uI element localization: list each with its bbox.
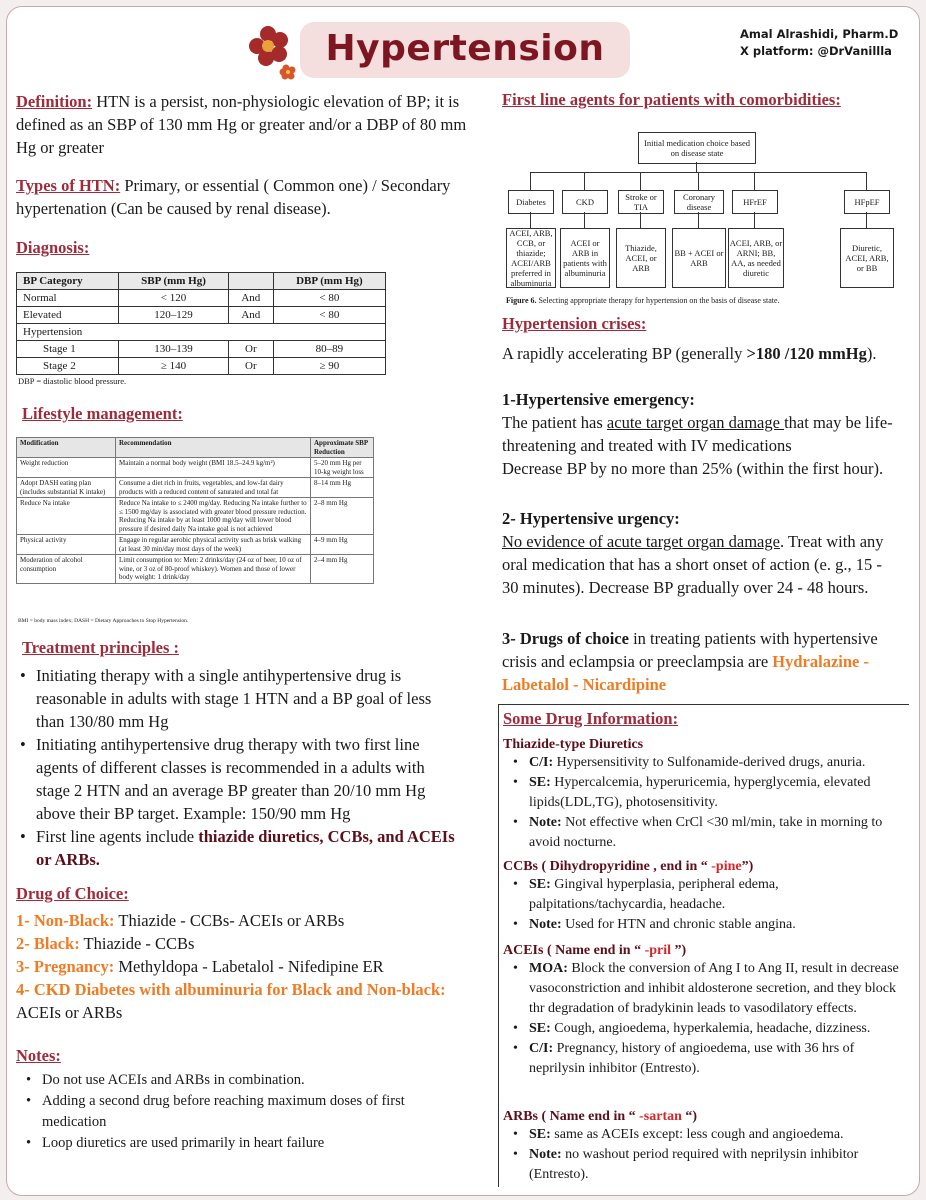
- arb-title-text: ARBs: [503, 1109, 539, 1124]
- table-cell: 2–4 mm Hg: [311, 555, 374, 584]
- table-row: [17, 341, 386, 358]
- table-cell: Consume a diet rich in fruits, vegetables, and low-fat dairy products with a reduced content of saturated and total fat: [116, 478, 311, 498]
- table-cell: Elevated: [17, 307, 119, 324]
- state-coronary: Coronary disease: [674, 190, 724, 214]
- emergency-post: that may be life-threatening and treated with IV medications: [502, 413, 893, 455]
- author-block: [740, 26, 898, 60]
- acei-suffix: -pril: [644, 943, 672, 958]
- crises-intro: [502, 342, 902, 365]
- list-item: • Do not use ACEIs and ARBs in combination.: [24, 1070, 464, 1091]
- crises-heading: Hypertension crises:: [502, 314, 647, 333]
- arb-title: [503, 1109, 907, 1125]
- table-header: [228, 273, 273, 290]
- item-text: Block the conversion of Ang I to Ang II, result in decrease vasoconstriction and inhibit aldosterone secretion, and they block thr degradation of bradykinin leads to vasodilatory effects.: [529, 961, 899, 1016]
- list-item: [16, 955, 476, 978]
- notes-list: [24, 1070, 464, 1154]
- table-row: [17, 307, 386, 324]
- state-diabetes: Diabetes: [508, 190, 554, 214]
- choice-text: Thiazide - CCBs- ACEIs or ARBs: [114, 911, 345, 930]
- ccb-title-text: CCBs: [503, 859, 539, 874]
- table-cell: Normal: [17, 290, 119, 307]
- ccb-title: [503, 859, 907, 875]
- acei-section: [503, 943, 907, 1079]
- table-header: BP Category: [17, 273, 119, 290]
- list-item-text: First line agents include: [36, 827, 199, 846]
- lifestyle-heading: Lifestyle management:: [22, 404, 183, 423]
- choice-stroke: Thiazide, ACEI, or ARB: [616, 228, 666, 288]
- ccb-subtitle-end: ”): [741, 859, 754, 874]
- crises-intro-text: A rapidly accelerating BP (generally: [502, 344, 747, 363]
- drugs-of-choice-text: in treating patients with hypertensive crisis and eclampsia or preeclampsia are: [502, 629, 878, 671]
- diagnosis-footnote: DBP = diastolic blood pressure.: [18, 376, 127, 386]
- arb-list: [503, 1125, 907, 1185]
- item-tag: C/I:: [529, 1041, 554, 1056]
- emergency-title: 1-Hypertensive emergency:: [502, 390, 695, 409]
- lifestyle-footnote: BMI = body mass index; DASH = Dietary Approaches to Stop Hypertension.: [18, 618, 189, 624]
- table-cell: Reduce Na intake: [17, 498, 116, 535]
- table-cell: 5–20 mm Hg per 10-kg weight loss: [311, 458, 374, 478]
- choice-tag: 4- CKD Diabetes with albuminuria for Black and Non-black:: [16, 980, 446, 999]
- list-item: [511, 813, 907, 853]
- treatment-list: [18, 664, 460, 871]
- list-item: [511, 959, 907, 1019]
- choice-ckd: ACEI or ARB in patients with albuminuria: [560, 228, 610, 288]
- table-cell: Stage 1: [17, 341, 119, 358]
- table-cell: Stage 2: [17, 358, 119, 375]
- acei-subtitle-end: ”): [671, 943, 687, 958]
- table-header: DBP (mm Hg): [273, 273, 385, 290]
- choice-text: ACEIs or ARBs: [16, 1003, 123, 1022]
- choice-tag: 2- Black:: [16, 934, 80, 953]
- table-cell: 120–129: [119, 307, 229, 324]
- table-cell: Adopt DASH eating plan (includes substantial K intake): [17, 478, 116, 498]
- state-hfpef: HFpEF: [844, 190, 890, 214]
- arb-subtitle: ( Name end in “: [538, 1109, 640, 1124]
- item-tag: SE:: [529, 1021, 551, 1036]
- bp-category-table: [16, 272, 386, 375]
- emergency-pre: The patient has: [502, 413, 607, 432]
- table-row: [17, 458, 374, 478]
- list-item: [511, 1145, 907, 1185]
- list-item: [511, 1125, 907, 1145]
- item-tag: SE:: [529, 877, 551, 892]
- lifestyle-table: [16, 437, 374, 584]
- choice-tag: 3- Pregnancy:: [16, 957, 115, 976]
- figure-caption: [506, 296, 780, 305]
- item-text: Pregnancy, history of angioedema, use with 36 hrs of neprilysin inhibitor (Entresto).: [529, 1041, 855, 1076]
- table-row: [17, 324, 386, 341]
- table-cell: Limit consumption to: Men: 2 drinks/day (24 oz of beer, 10 oz of wine, or 3 oz of 80-proof whiskey). Women and those of lower body weight: 1 drink/day: [116, 555, 311, 584]
- table-header: SBP (mm Hg): [119, 273, 229, 290]
- types-block: [16, 174, 476, 220]
- table-cell: 8–14 mm Hg: [311, 478, 374, 498]
- choice-text: Thiazide - CCBs: [79, 934, 195, 953]
- emergency-line2: Decrease BP by no more than 25% (within the first hour).: [502, 459, 884, 478]
- types-label: Types of HTN:: [16, 176, 121, 195]
- table-row: [17, 290, 386, 307]
- crises-threshold: >180 /120 mmHg: [746, 344, 867, 363]
- urgency-underline: No evidence of acute target organ damage: [502, 532, 780, 551]
- table-cell: < 120: [119, 290, 229, 307]
- title-banner: [300, 22, 630, 78]
- item-text: Hypersensitivity to Sulfonamide-derived drugs, anuria.: [553, 755, 866, 770]
- drug-info-box: [498, 704, 909, 1187]
- table-row: [17, 478, 374, 498]
- list-item: • Initiating therapy with a single antihypertensive drug is reasonable in adults with stage 1 HTN and a BP goal of less than 130/80 mm Hg: [18, 664, 460, 733]
- crises-intro-end: ).: [866, 344, 877, 363]
- table-header: Modification: [17, 438, 116, 458]
- ccb-subtitle: ( Dihydropyridine , end in “: [538, 859, 712, 874]
- arb-suffix: -sartan: [639, 1109, 682, 1124]
- choice-tag: 1- Non-Black:: [16, 911, 115, 930]
- crisis-drugs: Hydralazine - Labetalol - Nicardipine: [502, 652, 869, 694]
- choice-hfref: ACEI, ARB, or ARNI; BB, AA, as needed diuretic: [728, 228, 784, 288]
- treatment-heading: Treatment principles :: [22, 638, 180, 657]
- emergency-text: [502, 411, 902, 457]
- urgency-block: [502, 507, 900, 599]
- list-item: • Adding a second drug before reaching maximum doses of first medication: [24, 1091, 464, 1133]
- list-item: [16, 909, 476, 932]
- emergency-underline: acute target organ damage: [606, 413, 785, 432]
- types-text: Primary, or essential ( Common one) / Secondary hypertenation (Can be caused by renal disease).: [16, 176, 451, 218]
- comorbidity-flowchart: [504, 126, 904, 310]
- flowchart-root: Initial medication choice based on disease state: [638, 132, 756, 164]
- list-item: [511, 753, 907, 773]
- item-tag: SE:: [529, 775, 551, 790]
- table-cell: 4–9 mm Hg: [311, 535, 374, 555]
- list-item: • Loop diuretics are used primarily in heart failure: [24, 1133, 464, 1154]
- thiazide-title: Thiazide-type Diuretics: [503, 737, 644, 752]
- item-text: Cough, angioedema, hyperkalemia, headache, dizziness.: [550, 1021, 871, 1036]
- item-text: same as ACEIs except: less cough and angioedema.: [550, 1127, 844, 1142]
- acei-list: [503, 959, 907, 1079]
- item-text: Gingival hyperplasia, peripheral edema, palpitations/tachycardia, headache.: [529, 877, 779, 912]
- table-cell: Hypertension: [17, 324, 386, 341]
- definition-block: [16, 90, 476, 159]
- table-cell: 130–139: [119, 341, 229, 358]
- table-row: [17, 498, 374, 535]
- table-cell: ≥ 140: [119, 358, 229, 375]
- table-cell: < 80: [273, 307, 385, 324]
- item-tag: Note:: [529, 917, 562, 932]
- definition-text: HTN is a persist, non-physiologic elevation of BP; it is defined as an SBP of 130 mm Hg or greater and/or a DBP of 80 mm Hg or greater: [16, 92, 467, 157]
- state-stroke: Stroke or TIA: [618, 190, 664, 214]
- urgency-title: 2- Hypertensive urgency:: [502, 509, 680, 528]
- item-text: Hypercalcemia, hyperuricemia, hyperglycemia, elevated lipids(LDL,TG), photosensitivity.: [529, 775, 871, 810]
- table-header: Recommendation: [116, 438, 311, 458]
- list-item: [511, 915, 907, 935]
- table-cell: Maintain a normal body weight (BMI 18.5–24.9 kg/m²): [116, 458, 311, 478]
- list-item: [18, 825, 460, 871]
- figure-caption-text: Selecting appropriate therapy for hypertension on the basis of disease state.: [536, 296, 780, 305]
- table-cell: Moderation of alcohol consumption: [17, 555, 116, 584]
- table-cell: And: [228, 307, 273, 324]
- table-cell: ≥ 90: [273, 358, 385, 375]
- ccb-section: [503, 859, 907, 935]
- list-item: [511, 773, 907, 813]
- flower-icon: [246, 24, 302, 80]
- ccb-list: [503, 875, 907, 935]
- item-tag: Note:: [529, 815, 562, 830]
- item-text: Not effective when CrCl <30 ml/min, take in morning to avoid nocturne.: [529, 815, 883, 850]
- choice-coronary: BB + ACEI or ARB: [672, 228, 726, 288]
- table-cell: 80–89: [273, 341, 385, 358]
- emergency-block: [502, 388, 902, 480]
- list-item: [511, 875, 907, 915]
- table-cell: Weight reduction: [17, 458, 116, 478]
- choice-hfpef: Diuretic, ACEI, ARB, or BB: [840, 228, 894, 288]
- first-line-heading: First line agents for patients with comorbidities:: [502, 90, 841, 109]
- table-cell: Physical activity: [17, 535, 116, 555]
- drug-info-heading: Some Drug Information:: [503, 709, 679, 728]
- figure-label: Figure 6.: [506, 296, 537, 305]
- item-tag: C/I:: [529, 755, 554, 770]
- table-row: [17, 358, 386, 375]
- state-hfref: HFrEF: [732, 190, 778, 214]
- list-item: [511, 1019, 907, 1039]
- table-cell: And: [228, 290, 273, 307]
- table-cell: Or: [228, 358, 273, 375]
- table-row: [17, 555, 374, 584]
- table-row: [17, 535, 374, 555]
- author-name: Amal Alrashidi, Pharm.D: [740, 27, 899, 41]
- table-cell: Reduce Na intake to ≤ 2400 mg/day. Reducing Na intake further to ≤ 1500 mg/day is associated with greater blood pressure reduction. Reducing Na intake by at least 1000 mg/day will lower blood pressure if desired daily Na intake goal is not achieved: [116, 498, 311, 535]
- table-cell: 2–8 mm Hg: [311, 498, 374, 535]
- drugs-of-choice-label: 3- Drugs of choice: [502, 629, 629, 648]
- urgency-text: [502, 530, 900, 599]
- acei-title: [503, 943, 907, 959]
- page-title: Hypertension: [325, 28, 605, 69]
- list-item: • Initiating antihypertensive drug therapy with two first line agents of different classes is recommended in a adults with stage 2 HTN and an average BP greater than 20/10 mm Hg above their BP target. Example: 150/90 mm Hg: [18, 733, 460, 825]
- list-item: [16, 978, 476, 1024]
- drugs-of-choice-block: [502, 627, 902, 696]
- table-cell: Or: [228, 341, 273, 358]
- ccb-suffix: -pine: [711, 859, 742, 874]
- state-ckd: CKD: [562, 190, 608, 214]
- list-item: [16, 932, 476, 955]
- choice-diabetes: ACEI, ARB, CCB, or thiazide; ACEI/ARB preferred in albuminuria: [506, 228, 556, 288]
- urgency-post: . Treat with any oral medication that has a short onset of action (e. g., 15 - 30 minutes). Decrease BP gradually over 24 - 48 hours.: [502, 532, 884, 597]
- item-tag: MOA:: [529, 961, 568, 976]
- drug-of-choice-heading: Drug of Choice:: [16, 884, 129, 903]
- acei-subtitle: ( Name end in “: [543, 943, 645, 958]
- author-handle: X platform: @DrVanillla: [740, 44, 892, 58]
- choice-text: Methyldopa - Labetalol - Nifedipine ER: [114, 957, 384, 976]
- table-cell: < 80: [273, 290, 385, 307]
- thiazide-section: [503, 737, 907, 853]
- table-header: Approximate SBP Reduction: [311, 438, 374, 458]
- arb-subtitle-end: “): [681, 1109, 698, 1124]
- list-item: [511, 1039, 907, 1079]
- diagnosis-heading: Diagnosis:: [16, 238, 90, 257]
- first-line-agents: thiazide diuretics, CCBs, and ACEIs or ARBs.: [36, 827, 455, 869]
- item-text: Used for HTN and chronic stable angina.: [561, 917, 796, 932]
- definition-label: Definition:: [16, 92, 93, 111]
- thiazide-list: [503, 753, 907, 853]
- drug-of-choice-list: [16, 909, 476, 1024]
- item-tag: Note:: [529, 1147, 562, 1162]
- notes-heading: Notes:: [16, 1046, 61, 1065]
- item-tag: SE:: [529, 1127, 551, 1142]
- arb-section: [503, 1109, 907, 1185]
- item-text: no washout period required with neprilysin inhibitor (Entresto).: [529, 1147, 859, 1182]
- table-cell: Engage in regular aerobic physical activity such as brisk walking (at least 30 min/day most days of the week): [116, 535, 311, 555]
- acei-title-text: ACEIs: [503, 943, 544, 958]
